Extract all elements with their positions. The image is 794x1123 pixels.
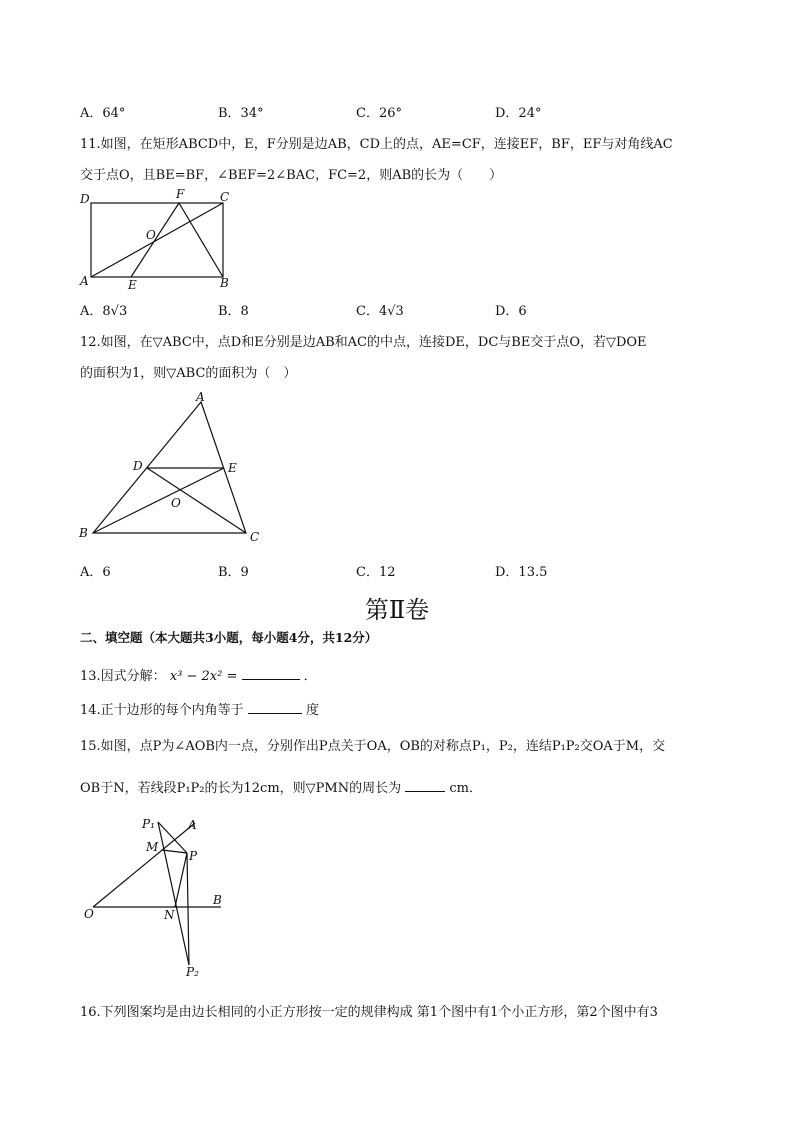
q12-stem-line2: 的面积为1，则▽ABC的面积为（ ） — [80, 366, 297, 381]
q14-prefix: 14.正十边形的每个内角等于 — [80, 703, 244, 718]
q12-option-c: C．12 — [356, 565, 396, 580]
q12-option-a: A．6 — [80, 565, 111, 580]
q11-stem-line1: 11.如图，在矩形ABCD中，E，F分别是边AB，CD上的点，AE=CF，连接EF，BF，EF与对角线AC — [80, 137, 673, 152]
q13-line — [80, 665, 317, 684]
q15-label-o: O — [84, 907, 94, 921]
q10-option-c: C．26° — [356, 106, 402, 121]
q10-option-a: A．64° — [80, 106, 126, 121]
q11-label-d: D — [80, 192, 90, 206]
q13-expression: x³ − 2x² = — [169, 669, 238, 684]
q11-stem-line2: 交于点O，且BE=BF，∠BEF=2∠BAC，FC=2，则AB的长为（ ） — [80, 168, 503, 183]
q11-option-a: A．8√3 — [80, 304, 128, 319]
q12-label-c: C — [250, 530, 260, 544]
q15-label-p2: P₂ — [186, 965, 199, 979]
q13-answer-blank[interactable] — [242, 667, 300, 680]
q15-stem-line2 — [80, 777, 482, 796]
q15-stem-suffix: cm． — [449, 781, 482, 796]
q11-label-b: B — [220, 276, 229, 290]
q15-answer-blank[interactable] — [405, 779, 445, 792]
q15-label-p1: P₁ — [142, 817, 155, 831]
q11-option-b: B．8 — [218, 304, 249, 319]
part2-title: 第Ⅱ卷 — [364, 596, 430, 624]
q13-prefix: 13.因式分解： — [80, 669, 166, 684]
q11-label-c: C — [220, 190, 230, 204]
q12-triangle-figure — [76, 386, 276, 548]
q12-label-a: A — [196, 390, 205, 404]
q11-label-o: O — [146, 228, 156, 242]
q12-label-d: D — [133, 459, 143, 473]
q11-label-e: E — [128, 278, 137, 292]
section2-heading: 二、填空题（本大题共3小题，每小题4分，共12分） — [80, 630, 378, 645]
q14-answer-blank[interactable] — [248, 701, 302, 714]
q15-label-m: M — [146, 840, 159, 854]
q15-label-b: B — [213, 893, 222, 907]
q12-label-b: B — [79, 526, 88, 540]
q11-label-f: F — [176, 187, 185, 201]
q15-label-p: P — [189, 849, 198, 863]
q14-suffix: 度 — [305, 703, 319, 718]
q16-stem-line1: 16.下列图案均是由边长相同的小正方形按一定的规律构成 第1个图中有1个小正方形，第2个图中有3 — [80, 1005, 658, 1020]
q12-label-e: E — [228, 461, 237, 475]
q12-option-d: D．13.5 — [495, 565, 548, 580]
q11-option-c: C．4√3 — [356, 304, 404, 319]
q10-option-b: B．34° — [218, 106, 264, 121]
q14-line — [80, 699, 319, 718]
q11-option-d: D．6 — [495, 304, 527, 319]
q15-stem-prefix: OB于N，若线段P₁P₂的长为12cm，则▽PMN的周长为 — [80, 781, 402, 796]
q15-label-a: A — [188, 818, 197, 832]
q15-label-n: N — [164, 908, 175, 922]
q13-suffix: ． — [303, 669, 317, 684]
q15-angle-figure — [76, 810, 246, 985]
q11-rectangle-figure — [76, 186, 246, 292]
q12-label-o: O — [171, 496, 181, 510]
q12-stem-line1: 12.如图，在▽ABC中，点D和E分别是边AB和AC的中点，连接DE，DC与BE交于点O，若▽DOE — [80, 335, 647, 350]
q10-option-d: D．24° — [495, 106, 542, 121]
q15-stem-line1: 15.如图，点P为∠AOB内一点，分别作出P点关于OA，OB的对称点P₁，P₂，连结P₁P₂交OA于M，交 — [80, 739, 666, 754]
q12-option-b: B．9 — [218, 565, 249, 580]
q11-label-a: A — [80, 274, 89, 288]
